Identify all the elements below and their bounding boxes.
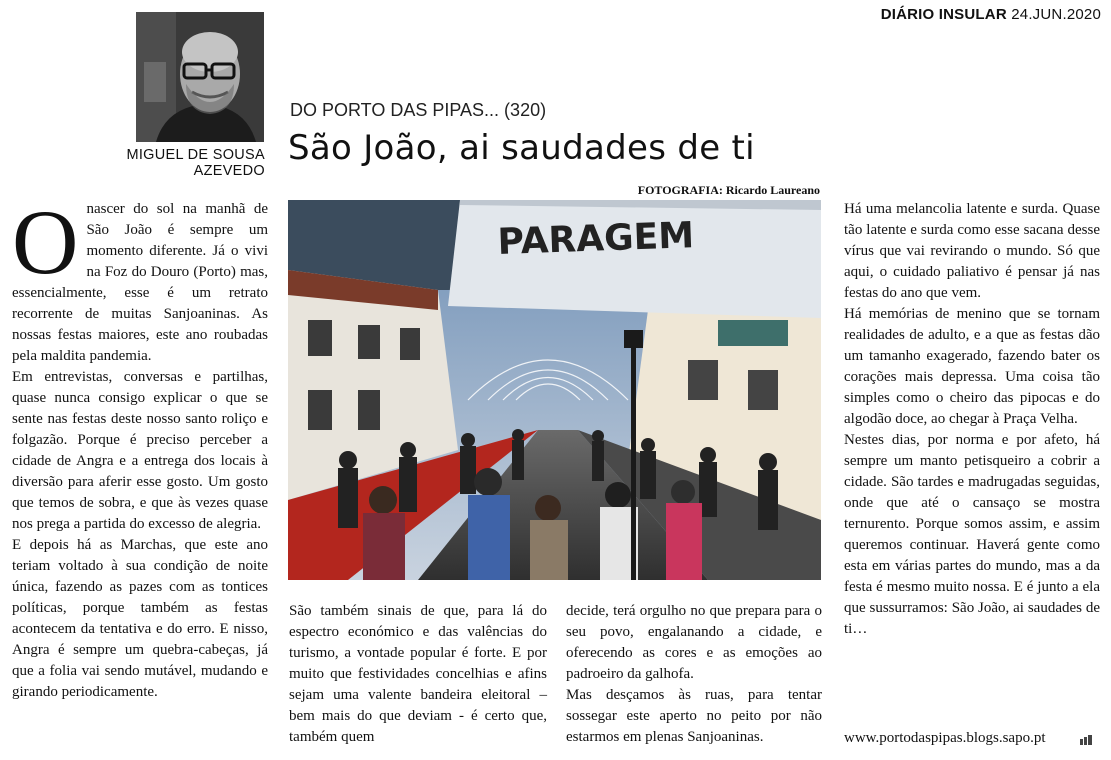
paragraph: E depois há as Marchas, que este ano teriam voltado à sua condição de noite única, fazendo as pazes com as tontices políticas, porque também as festas acontecem da tentativa e do erro. E nisso, Angra é sempre um quebra-cabeças, já que a folia vai sendo mutável, mudando e girando periodicamente. (12, 537, 268, 700)
author-name: MIGUEL DE SOUSA AZEVEDO (126, 147, 265, 179)
street-sign-text: PARAGEM (496, 215, 695, 263)
paragraph: Há uma melancolia latente e surda. Quase tão latente e surda como esse sacana desse vírus que vai revirando o mundo. Só que aqui, o cuidado paliativo é pensar já nas festas do ano que vem. (844, 201, 1100, 301)
article-column-1 (12, 191, 268, 703)
newspaper-name: DIÁRIO INSULAR (880, 6, 1007, 23)
issue-date: 24.JUN.2020 (1011, 6, 1101, 23)
article-column-2 (289, 601, 547, 748)
drop-cap: O (12, 191, 79, 293)
main-photo (288, 200, 821, 580)
article-column-3 (566, 601, 822, 748)
paragraph: Em entrevistas, conversas e partilhas, quase nunca consigo explicar o que se sente nas festas deste nosso santo roliço e folgazão. Porque é preciso perceber a cidade de Angra e a entrega dos locais à diversão para aferir esse gosto. Um gosto que temos de sobra, e que às vezes quase nos prega a partida do excesso de alegria. (12, 369, 268, 532)
blog-url: www.portodaspipas.blogs.sapo.pt (844, 730, 1046, 746)
photo-credit (560, 183, 820, 198)
photo-credit-name: Ricardo Laureano (725, 183, 820, 197)
article-column-4 (844, 199, 1100, 640)
paragraph: São também sinais de que, para lá do espectro económico e das valências do turismo, a vontade popular é forte. E por muito que festividades concelhias e afins sejam uma valente bandeira eleitoral – bem mais do que deviam - é certo que, também quem (289, 603, 547, 745)
paragraph: Há memórias de menino que se tornam realidades de adulto, e a que as festas dão um tamanho exagerado, fazendo bater os corações mais depressa. Uma coisa tão simples como o cheiro das pipocas e do algodão doce, ao chegar à Praça Velha. (844, 306, 1100, 427)
photo-credit-label: FOTOGRAFIA: (637, 183, 723, 197)
paragraph: O nascer do sol na manhã de São João é sempre um momento diferente. Já o vivi na Foz do Douro (Porto) mas, essencialmente, esse é um retrato recorrente de muitas Sanjoaninas. As nossas festas maiores, este ano roubadas pela maldita pandemia. (12, 191, 268, 364)
paragraph: Mas desçamos às ruas, para tentar sossegar este aperto no peito por não estarmos em plenas Sanjoaninas. (566, 687, 822, 745)
column-kicker: DO PORTO DAS PIPAS... (320) (290, 100, 547, 120)
masthead (881, 6, 1101, 23)
author-photo (136, 12, 264, 142)
paragraph: Nestes dias, por norma e por afeto, há sempre um manto petisqueiro a cobrir a cidade. São tardes e madrugadas seguidas, onde que até o cansaço se mostra ternurento. Porque somos assim, e assim queremos continuar. Haverá gente como esta em várias partes do mundo, mas a da festa é mesmo muito nossa. E é junto a ela que sussurramos: São João, ai saudades de ti… (844, 432, 1100, 637)
headline: São João, ai saudades de ti (288, 128, 755, 168)
end-mark-icon (1080, 735, 1092, 745)
paragraph: decide, terá orgulho no que prepara para o seu povo, engalanando a cidade, e oferecendo as cores e as emoções ao padroeiro da galhofa. (566, 603, 822, 682)
